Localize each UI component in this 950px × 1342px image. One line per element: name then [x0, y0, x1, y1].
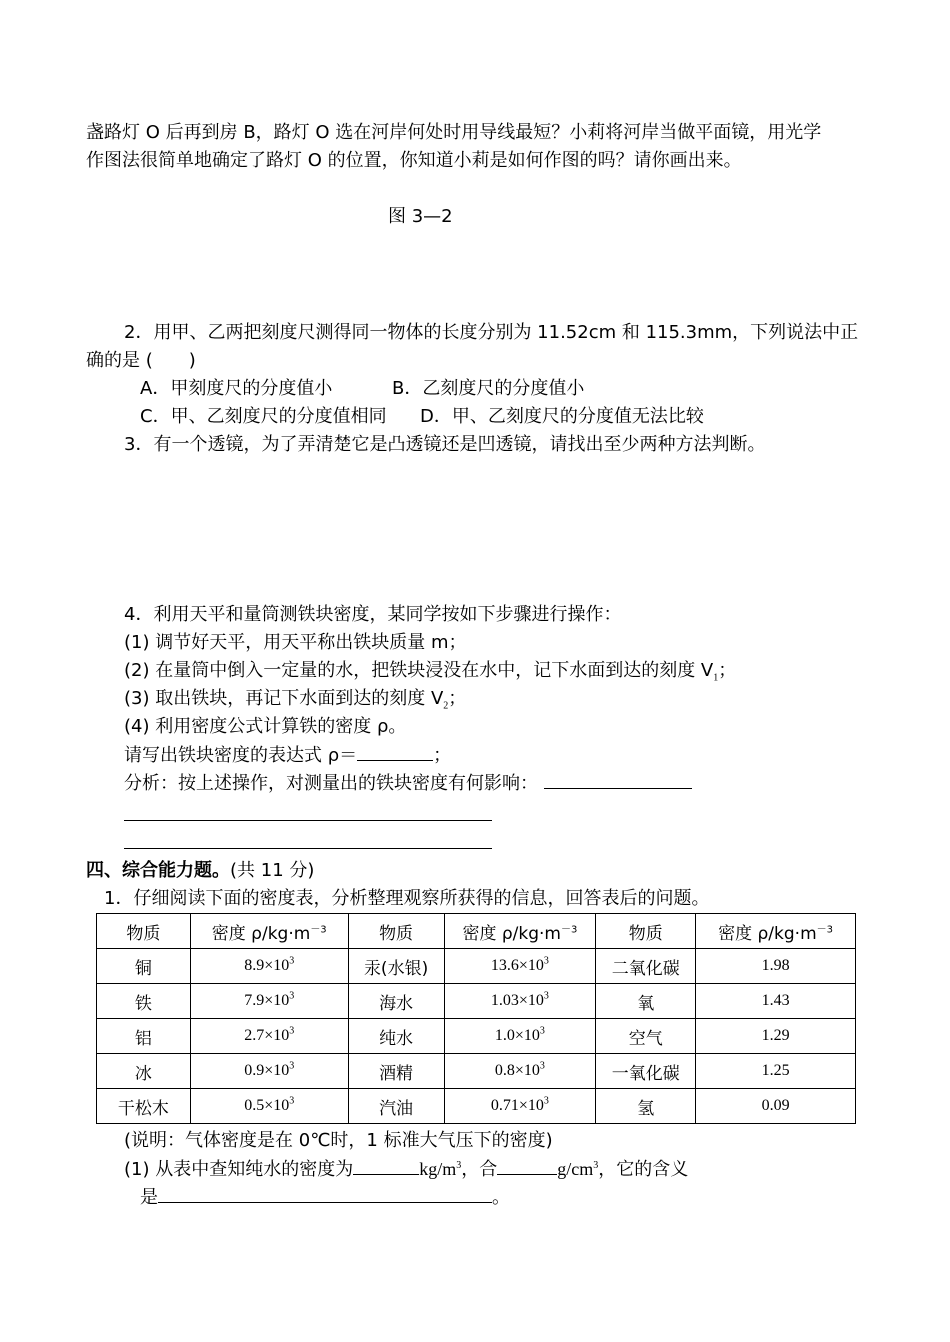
sub-question-1-line-2: 是 。 [140, 1184, 510, 1211]
sub-question-1: (1) 从表中查知纯水的密度为 $kg/m^3$，合 $g/cm^3$，它的含义 [124, 1156, 688, 1183]
q4-step-3: (3) 取出铁块，再记下水面到达的刻度 $V_2$； [124, 688, 467, 712]
table-cell: $2.7\times 10^3$ [190, 1019, 348, 1054]
table-cell: 干松木 [97, 1089, 191, 1124]
table-header-cell: 密度 $\rho/kg\cdot m^{-3}$ [696, 914, 856, 949]
table-cell: $13.6\times 10^3$ [444, 949, 596, 984]
section4-heading: 四、综合能力题。(共 11 分) [86, 860, 315, 881]
intro-line-2: 作图法很简单地确定了路灯 O 的位置，你知道小莉是如何作图的吗？请你画出来。 [86, 150, 742, 171]
q4-step-4: (4) 利用密度公式计算铁的密度 ρ。 [124, 716, 407, 737]
table-header-cell: 密度 $\rho/kg\cdot m^{-3}$ [190, 914, 348, 949]
table-cell: 0.09 [696, 1089, 856, 1124]
table-cell: $0.5\times 10^3$ [190, 1089, 348, 1124]
table-cell: 铁 [97, 984, 191, 1019]
table-cell: 铜 [97, 949, 191, 984]
table-cell: 氢 [596, 1089, 696, 1124]
table-cell: $0.71\times 10^3$ [444, 1089, 596, 1124]
table-cell: 二氧化碳 [596, 949, 696, 984]
table-row [97, 984, 856, 1019]
water-density-g-blank[interactable] [497, 1156, 557, 1175]
table-note: (说明：气体密度是在 0℃时，1 标准大气压下的密度) [124, 1130, 553, 1151]
q2-option-b: B．乙刻度尺的分度值小 [392, 378, 585, 399]
table-row [97, 1054, 856, 1089]
table-row [97, 1089, 856, 1124]
q4-answer-line-1[interactable] [124, 820, 492, 821]
density-table [96, 913, 856, 1124]
table-cell: 铝 [97, 1019, 191, 1054]
table-cell: 氧 [596, 984, 696, 1019]
table-header-cell: 物质 [596, 914, 696, 949]
water-density-meaning-blank[interactable] [158, 1184, 492, 1203]
table-cell: 汞(水银) [348, 949, 444, 984]
q4-step-1: (1) 调节好天平，用天平称出铁块质量 m； [124, 632, 467, 653]
table-cell: 海水 [348, 984, 444, 1019]
table-header-cell: 物质 [348, 914, 444, 949]
table-cell: 酒精 [348, 1054, 444, 1089]
table-cell: 1.29 [696, 1019, 856, 1054]
table-cell: $7.9\times 10^3$ [190, 984, 348, 1019]
q2-line-2: 确的是 ( ) [86, 350, 196, 371]
table-row [97, 1019, 856, 1054]
table-cell: 1.98 [696, 949, 856, 984]
table-cell: 1.25 [696, 1054, 856, 1089]
table-cell: 空气 [596, 1019, 696, 1054]
section4-q1-intro: 1．仔细阅读下面的密度表，分析整理观察所获得的信息，回答表后的问题。 [104, 888, 710, 909]
q4-expression-blank[interactable] [357, 742, 433, 761]
q4-analysis-blank[interactable] [544, 770, 692, 789]
q2-option-a: A．甲刻度尺的分度值小 [140, 378, 333, 399]
q2-option-d: D．甲、乙刻度尺的分度值无法比较 [420, 406, 704, 427]
table-cell: $0.8\times 10^3$ [444, 1054, 596, 1089]
q4-intro: 4．利用天平和量筒测铁块密度，某同学按如下步骤进行操作： [124, 604, 622, 625]
table-cell: $0.9\times 10^3$ [190, 1054, 348, 1089]
q3-text: 3．有一个透镜，为了弄清楚它是凸透镜还是凹透镜，请找出至少两种方法判断。 [124, 434, 766, 455]
q4-analysis-prompt: 分析：按上述操作，对测量出的铁块密度有何影响： [124, 770, 692, 797]
table-row [97, 949, 856, 984]
table-cell: 冰 [97, 1054, 191, 1089]
q2-option-c: C．甲、乙刻度尺的分度值相同 [140, 406, 387, 427]
figure-caption: 图 3—2 [388, 206, 453, 227]
table-cell: 纯水 [348, 1019, 444, 1054]
table-cell: 汽油 [348, 1089, 444, 1124]
intro-line-1: 盏路灯 O 后再到房 B，路灯 O 选在河岸何处时用导线最短？小莉将河岸当做平面镜，用光学 [86, 122, 822, 143]
q4-answer-line-2[interactable] [124, 848, 492, 849]
table-cell: 1.43 [696, 984, 856, 1019]
water-density-kg-blank[interactable] [353, 1156, 419, 1175]
table-header-cell: 物质 [97, 914, 191, 949]
table-cell: $8.9\times 10^3$ [190, 949, 348, 984]
table-cell: $1.0\times 10^3$ [444, 1019, 596, 1054]
q4-step-2: (2) 在量筒中倒入一定量的水，把铁块浸没在水中，记下水面到达的刻度 $V_1$； [124, 660, 737, 684]
q4-expression-prompt: 请写出铁块密度的表达式 ρ＝ ； [124, 742, 451, 769]
table-cell: $1.03\times 10^3$ [444, 984, 596, 1019]
table-header-cell: 密度 $\rho/kg\cdot m^{-3}$ [444, 914, 596, 949]
q2-line-1: 2．用甲、乙两把刻度尺测得同一物体的长度分别为 11.52cm 和 115.3mm，下列说法中正 [124, 322, 859, 343]
table-header-row [97, 914, 856, 949]
table-cell: 一氧化碳 [596, 1054, 696, 1089]
